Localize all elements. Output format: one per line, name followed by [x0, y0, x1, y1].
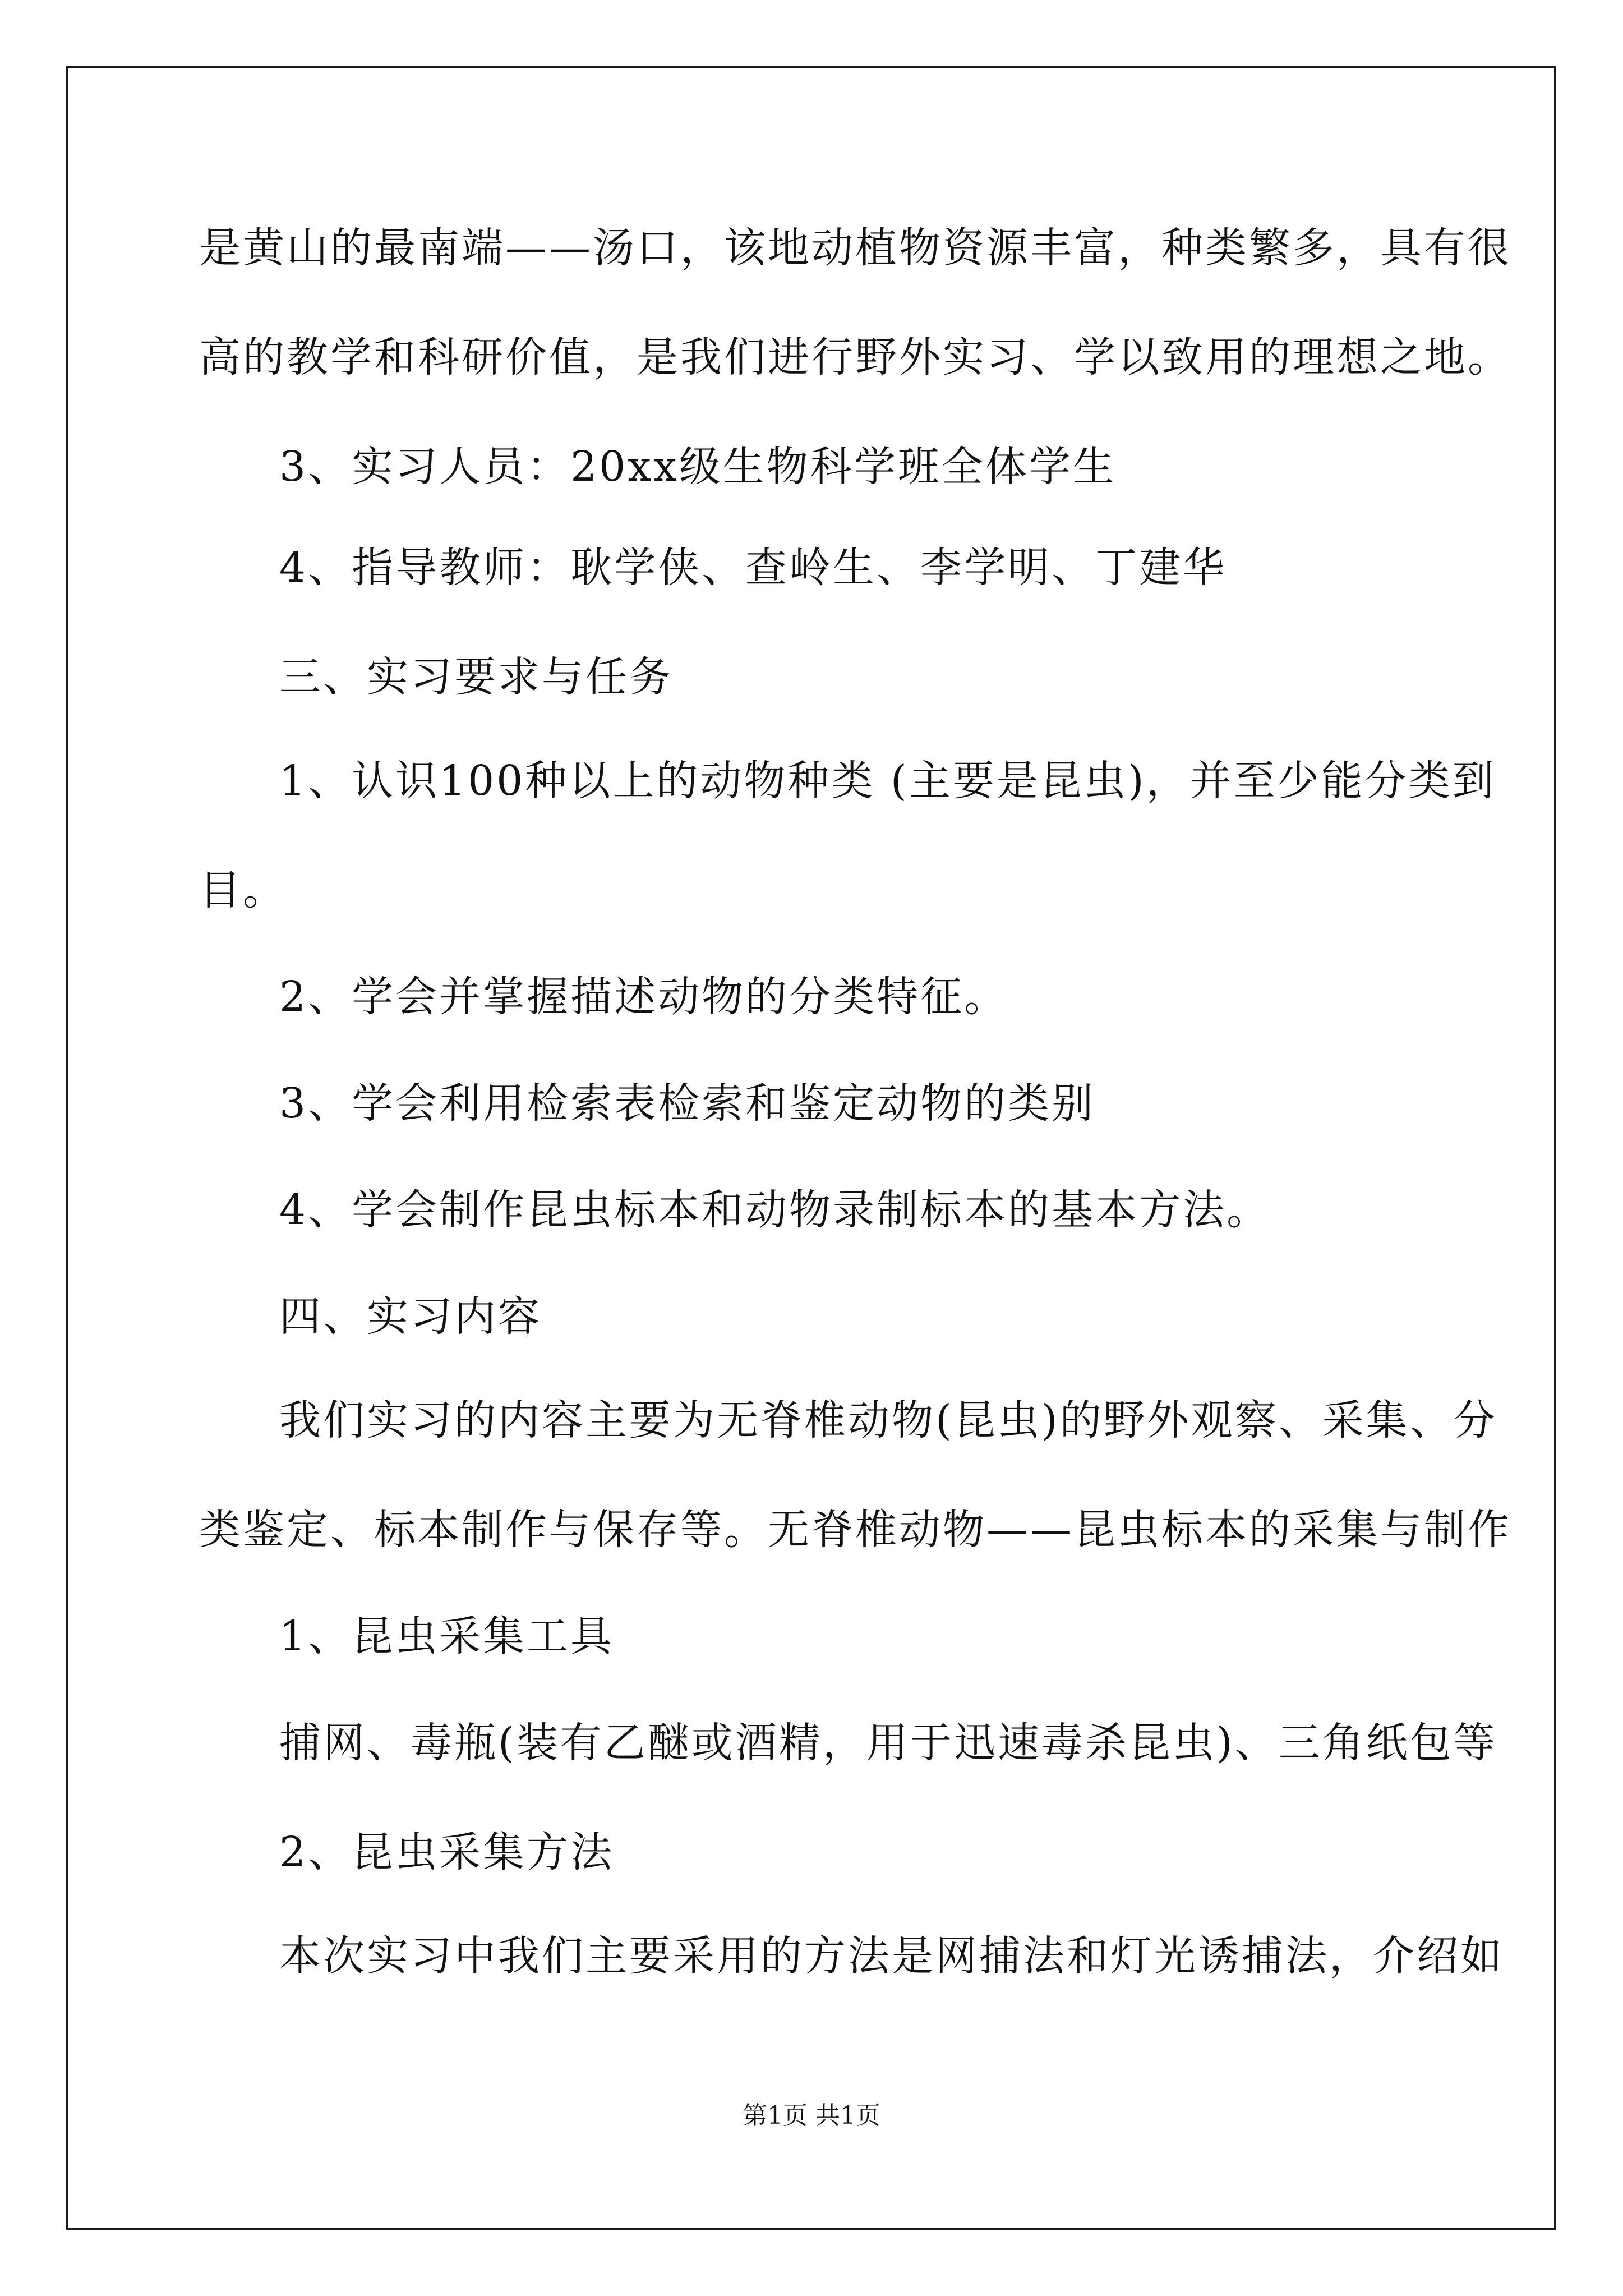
section-heading: 三、实习要求与任务 — [279, 653, 673, 701]
text-line: 3、学会利用检索表检索和鉴定动物的类别 — [279, 1079, 1096, 1128]
text-line: 2、学会并掌握描述动物的分类特征。 — [279, 973, 1008, 1021]
text-line: 3、实习人员：20xx级生物科学班全体学生 — [279, 443, 1117, 491]
text-line: 捕网、毒瓶(装有乙醚或酒精，用于迅速毒杀昆虫)、三角纸包等 — [279, 1719, 1497, 1767]
text-line: 是黄山的最南端——汤口，该地动植物资源丰富，种类繁多，具有很 — [199, 224, 1511, 272]
text-line: 目。 — [199, 866, 287, 914]
text-line: 1、昆虫采集工具 — [279, 1612, 615, 1660]
text-line: 类鉴定、标本制作与保存等。无脊椎动物——昆虫标本的采集与制作 — [199, 1506, 1511, 1554]
text-line: 本次实习中我们主要采用的方法是网捕法和灯光诱捕法，介绍如 — [279, 1932, 1504, 1980]
page-footer: 第1页 共1页 — [743, 2101, 880, 2130]
text-line: 4、指导教师：耿学侠、查岭生、李学明、丁建华 — [279, 544, 1227, 592]
text-line: 我们实习的内容主要为无脊椎动物(昆虫)的野外观察、采集、分 — [279, 1396, 1497, 1444]
section-heading: 四、实习内容 — [279, 1292, 542, 1341]
text-line: 高的教学和科研价值，是我们进行野外实习、学以致用的理想之地。 — [199, 333, 1511, 381]
text-line: 1、认识100种以上的动物种类 (主要是昆虫)，并至少能分类到 — [279, 757, 1496, 805]
text-line: 2、昆虫采集方法 — [279, 1828, 615, 1876]
text-line: 4、学会制作昆虫标本和动物录制标本的基本方法。 — [279, 1186, 1271, 1234]
